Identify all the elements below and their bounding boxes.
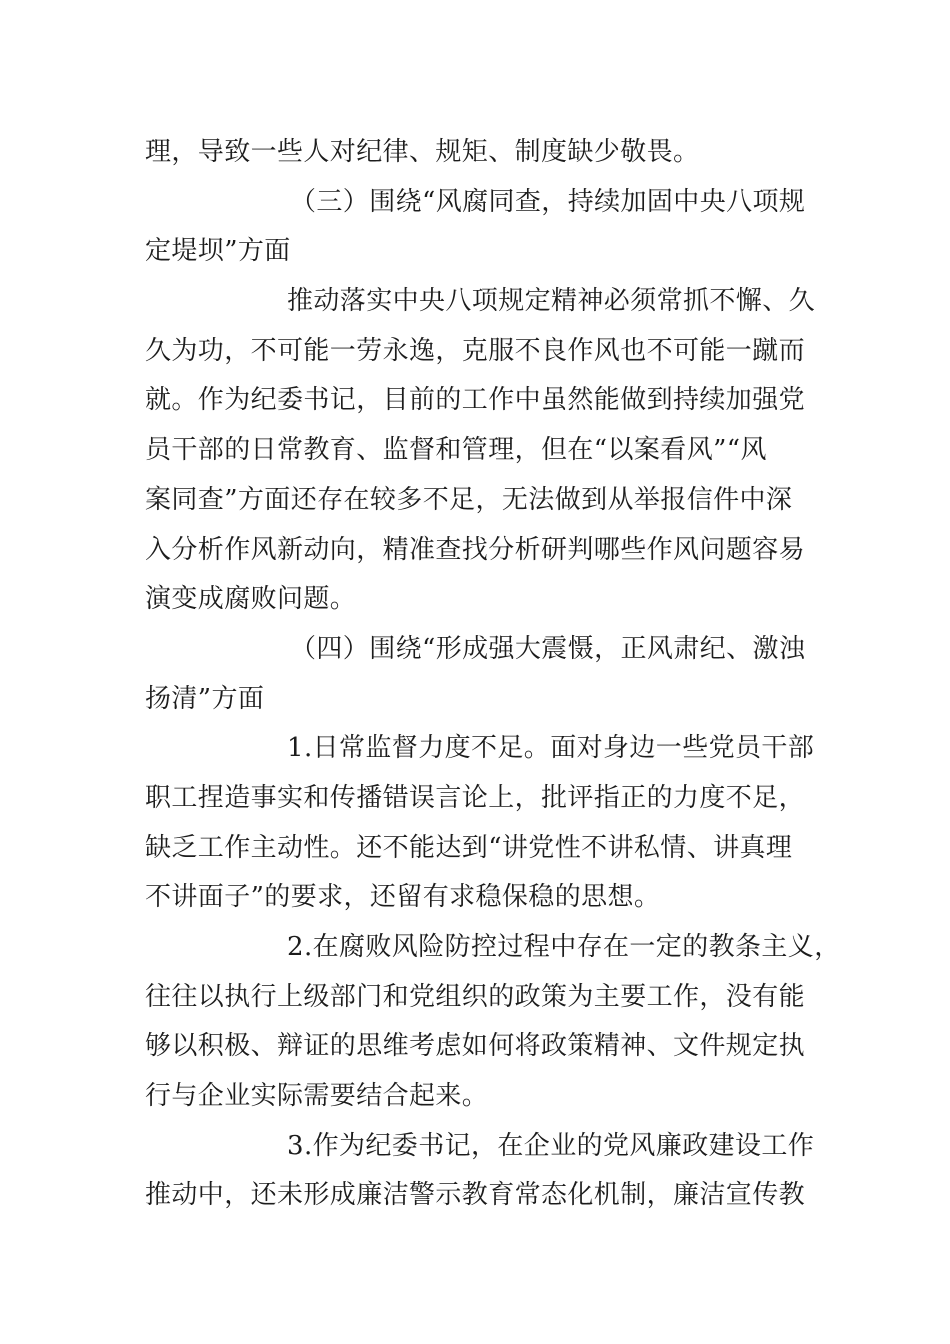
- paragraph-line: 往往以执行上级部门和党组织的政策为主要工作，没有能: [145, 981, 806, 1012]
- paragraph-line: 够以积极、辩证的思维考虑如何将政策精神、文件规定执: [145, 1031, 806, 1062]
- heading-line: （四）围绕“形成强大震慑，正风肃纪、激浊: [290, 633, 806, 664]
- paragraph-line: 推动落实中央八项规定精神必须常抓不懈、久: [287, 286, 816, 317]
- paragraph-line: 就。作为纪委书记，目前的工作中虽然能做到持续加强党: [145, 385, 806, 416]
- heading-line: 扬清”方面: [145, 683, 265, 714]
- paragraph-line: 久为功，不可能一劳永逸，克服不良作风也不可能一蹴而: [145, 335, 806, 366]
- paragraph-continuation: [145, 128, 950, 178]
- paragraph-line: 理，导致一些人对纪律、规矩、制度缺少敬畏。: [145, 137, 700, 167]
- paragraph-line: 缺乏工作主动性。还不能达到“讲党性不讲私情、讲真理: [145, 832, 793, 863]
- paragraph-line: 不讲面子”的要求，还留有求稳保稳的思想。: [145, 882, 661, 913]
- paragraph-line: 职工捏造事实和传播错误言论上，批评指正的力度不足，: [145, 782, 806, 813]
- heading-line: （三）围绕“风腐同查，持续加固中央八项规: [290, 186, 806, 217]
- paragraph-line: 员干部的日常教育、监督和管理，但在“以案看风”“风: [145, 435, 767, 466]
- heading-line: 定堤坝”方面: [145, 236, 291, 267]
- paragraph-line: 案同查”方面还存在较多不足，无法做到从举报信件中深: [145, 484, 793, 515]
- section-heading-3: [145, 178, 950, 277]
- paragraph: [145, 277, 950, 625]
- list-item-1: [145, 724, 950, 923]
- paragraph-line: 2.在腐败风险防控过程中存在一定的教条主义，: [287, 932, 841, 962]
- paragraph-line: 推动中，还未形成廉洁警示教育常态化机制，廉洁宣传教: [145, 1180, 806, 1211]
- paragraph-line: 入分析作风新动向，精准查找分析研判哪些作风问题容易: [145, 534, 806, 565]
- paragraph-line: 3.作为纪委书记，在企业的党风廉政建设工作: [287, 1130, 815, 1161]
- paragraph-line: 演变成腐败问题。: [145, 584, 357, 615]
- paragraph-line: 行与企业实际需要结合起来。: [145, 1081, 489, 1112]
- list-item-2: [145, 923, 950, 1122]
- section-heading-4: [145, 625, 950, 724]
- list-item-3: [145, 1122, 950, 1221]
- paragraph-line: 1.日常监督力度不足。面对身边一些党员干部: [287, 733, 815, 764]
